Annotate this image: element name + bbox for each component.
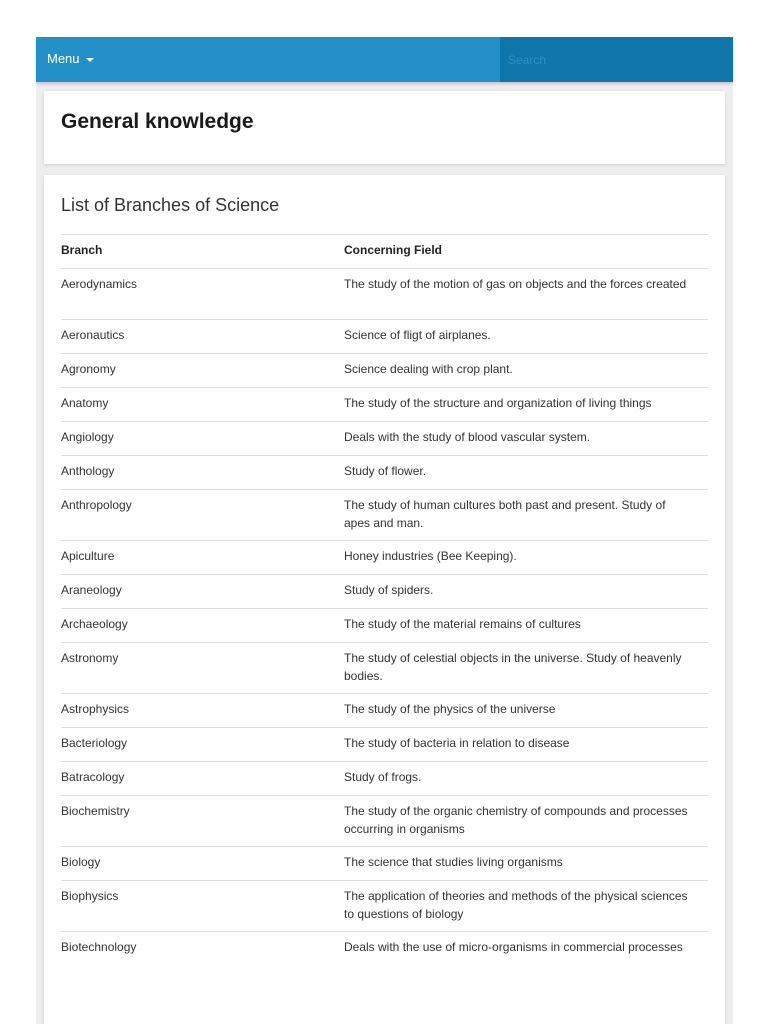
table-row bbox=[61, 932, 708, 965]
field-cell: Science of fligt of airplanes. bbox=[344, 328, 491, 342]
table-row bbox=[61, 541, 708, 575]
branch-cell: Biotechnology bbox=[61, 940, 137, 954]
table-row bbox=[61, 728, 708, 762]
top-navbar bbox=[36, 37, 733, 82]
table-row bbox=[61, 694, 708, 728]
branch-cell: Anthropology bbox=[61, 498, 132, 512]
search-input[interactable] bbox=[500, 37, 733, 82]
page-title: General knowledge bbox=[61, 110, 254, 133]
column-header-branch: Branch bbox=[61, 243, 103, 257]
branch-cell: Archaeology bbox=[61, 617, 128, 631]
branch-cell: Aeronautics bbox=[61, 328, 125, 342]
table-row bbox=[61, 388, 708, 422]
title-card bbox=[44, 91, 725, 164]
branch-cell: Angiology bbox=[61, 430, 114, 444]
field-cell: The study of celestial objects in the universe. Study of heavenly bodies. bbox=[344, 651, 682, 683]
table-row bbox=[61, 643, 708, 694]
branch-cell: Araneology bbox=[61, 583, 122, 597]
branch-cell: Astronomy bbox=[61, 651, 119, 665]
table-row bbox=[61, 575, 708, 609]
menu-button[interactable] bbox=[47, 48, 94, 70]
branch-cell: Bacteriology bbox=[61, 736, 128, 750]
field-cell: Deals with the use of micro-organisms in commercial processes bbox=[344, 940, 683, 954]
branch-cell: Aerodynamics bbox=[61, 277, 138, 291]
table-row bbox=[61, 269, 708, 320]
table-row bbox=[61, 762, 708, 796]
table-header-row bbox=[61, 235, 708, 269]
section-title: List of Branches of Science bbox=[61, 195, 280, 215]
table-row bbox=[61, 609, 708, 643]
field-cell: Study of frogs. bbox=[344, 770, 422, 784]
field-cell: Deals with the study of blood vascular system. bbox=[344, 430, 591, 444]
table-row bbox=[61, 320, 708, 354]
branch-cell: Agronomy bbox=[61, 362, 116, 376]
field-cell: Science dealing with crop plant. bbox=[344, 362, 513, 376]
table-row bbox=[61, 422, 708, 456]
branches-table bbox=[61, 234, 708, 965]
table-row bbox=[61, 490, 708, 541]
field-cell: The study of the structure and organization of living things bbox=[344, 396, 652, 410]
menu-label: Menu bbox=[47, 51, 80, 66]
table-row bbox=[61, 847, 708, 881]
field-cell: The science that studies living organisms bbox=[344, 855, 563, 869]
field-cell: Study of spiders. bbox=[344, 583, 434, 597]
field-cell: The study of bacteria in relation to disease bbox=[344, 736, 570, 750]
branch-cell: Biology bbox=[61, 855, 101, 869]
field-cell: The application of theories and methods of the physical sciences to questions of biology bbox=[344, 889, 688, 921]
table-row bbox=[61, 881, 708, 932]
branch-cell: Biochemistry bbox=[61, 804, 130, 818]
table-row bbox=[61, 796, 708, 847]
table-row bbox=[61, 456, 708, 490]
branch-cell: Astrophysics bbox=[61, 702, 130, 716]
column-header-field: Concerning Field bbox=[344, 243, 443, 257]
field-cell: The study of human cultures both past and present. Study of apes and man. bbox=[344, 498, 666, 530]
branch-cell: Apiculture bbox=[61, 549, 115, 563]
branch-cell: Batracology bbox=[61, 770, 125, 784]
content-card bbox=[44, 175, 725, 1024]
branch-cell: Anthology bbox=[61, 464, 115, 478]
table-row bbox=[61, 354, 708, 388]
field-cell: Study of flower. bbox=[344, 464, 427, 478]
caret-down-icon bbox=[86, 58, 94, 62]
field-cell: The study of the organic chemistry of compounds and processes occurring in organisms bbox=[344, 804, 688, 836]
field-cell: Honey industries (Bee Keeping). bbox=[344, 549, 517, 563]
field-cell: The study of the physics of the universe bbox=[344, 702, 556, 716]
branch-cell: Biophysics bbox=[61, 889, 119, 903]
branch-cell: Anatomy bbox=[61, 396, 109, 410]
field-cell: The study of the material remains of cultures bbox=[344, 617, 581, 631]
search-box bbox=[500, 37, 733, 82]
field-cell: The study of the motion of gas on objects and the forces created bbox=[344, 277, 687, 291]
